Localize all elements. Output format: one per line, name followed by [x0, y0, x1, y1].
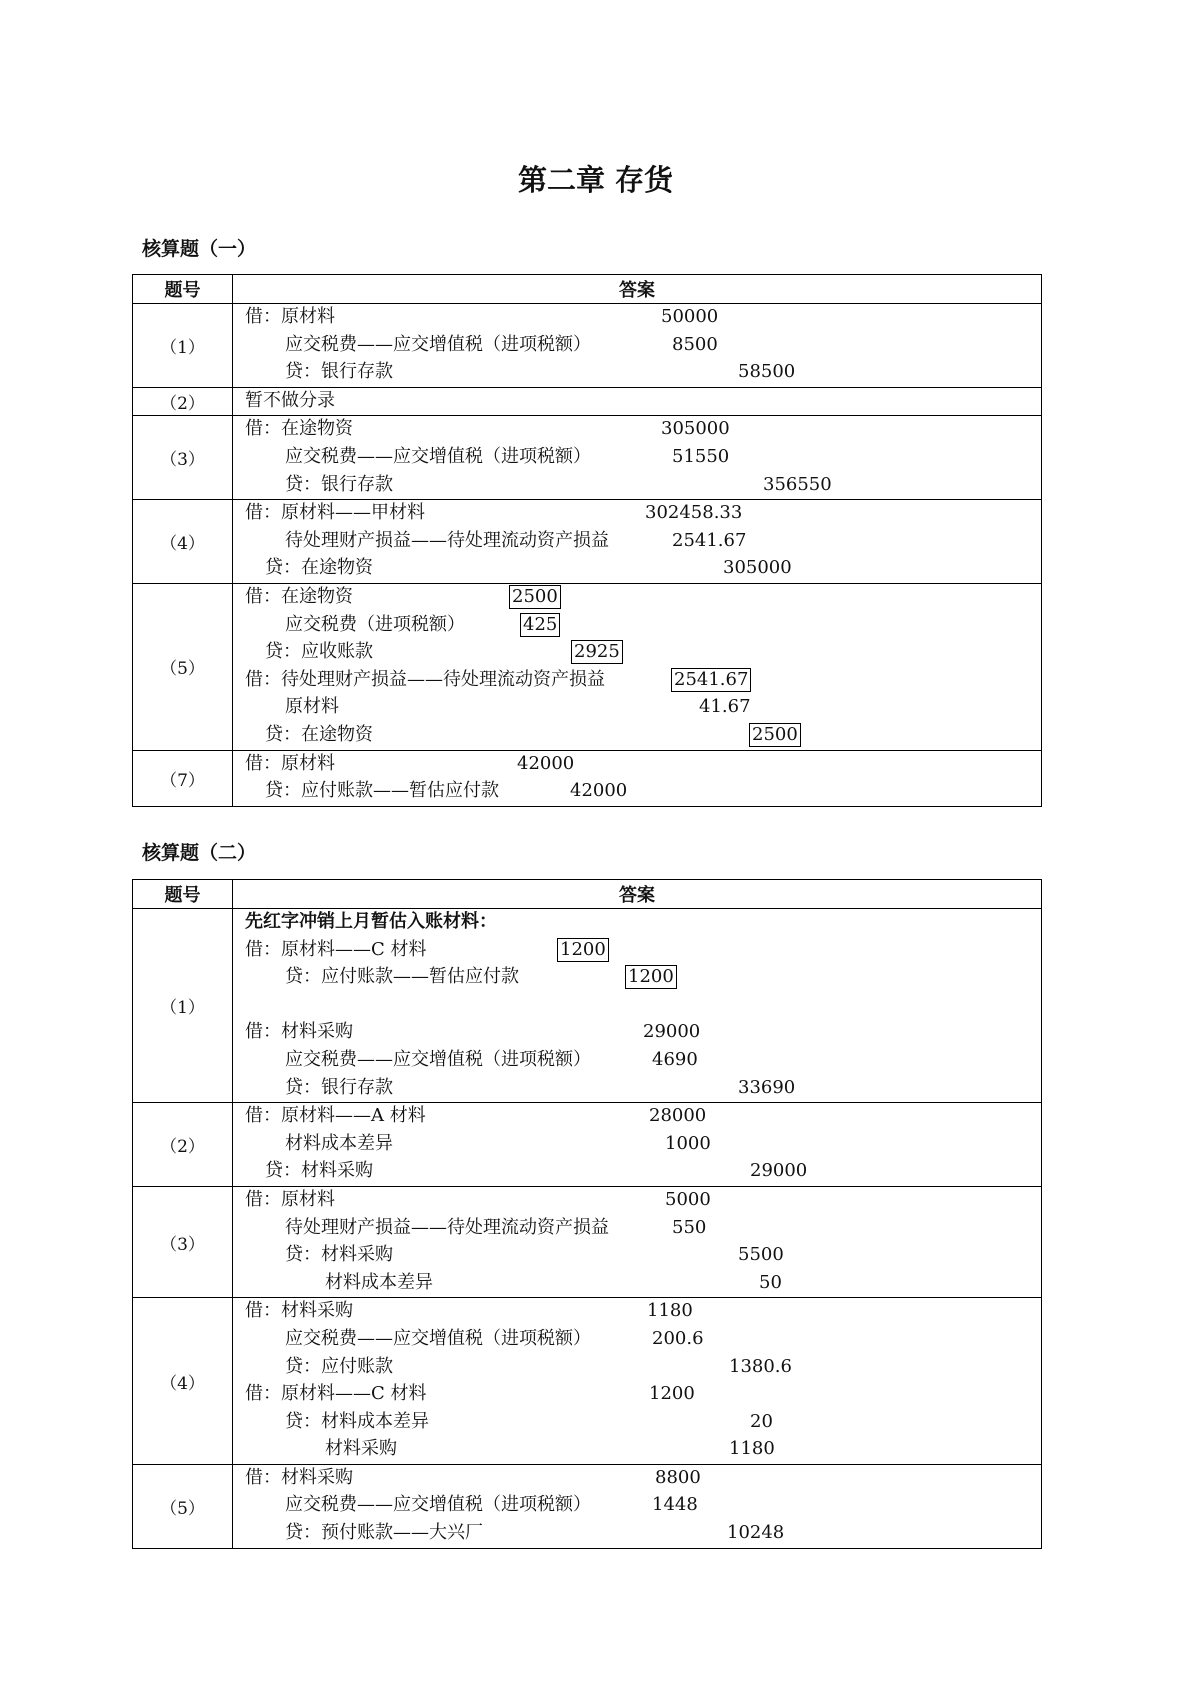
- account-text: 借：在途物资: [245, 418, 353, 440]
- entry-line: [233, 751, 1041, 779]
- account-text: 贷：预付账款——大兴厂: [285, 1522, 483, 1544]
- account-text: 暂不做分录: [245, 389, 335, 411]
- account-text: 借：原材料——甲材料: [245, 502, 425, 524]
- answer-row: [133, 583, 1042, 750]
- entry-line: [233, 612, 1041, 640]
- entry-line: [233, 1326, 1041, 1354]
- question-number: （5）: [133, 583, 233, 750]
- account-text: 借：材料采购: [245, 1300, 353, 1322]
- question-number: （4）: [133, 1298, 233, 1465]
- entry-line: [233, 964, 1041, 992]
- account-text: 贷：材料成本差异: [285, 1410, 429, 1432]
- account-text: 贷：在途物资: [265, 723, 373, 745]
- amount-value: 1200: [625, 965, 677, 989]
- answer-table-1: [132, 274, 1042, 807]
- entry-line: [233, 722, 1041, 750]
- amount-value: 200.6: [652, 1327, 704, 1349]
- amount-value: 50000: [661, 306, 719, 327]
- account-text: 应交税费——应交增值税（进项税额）: [285, 333, 591, 355]
- entry-line: [233, 1158, 1041, 1186]
- account-text: 贷：银行存款: [285, 473, 393, 495]
- entry-line: [233, 444, 1041, 472]
- account-text: 材料成本差异: [325, 1271, 433, 1293]
- amount-value: 28000: [649, 1105, 707, 1127]
- journal-entry: [233, 304, 1042, 388]
- entry-line: [233, 1187, 1041, 1215]
- amount-value: 42000: [570, 780, 628, 802]
- account-text: 材料成本差异: [285, 1132, 393, 1154]
- account-text: 原材料: [285, 696, 339, 718]
- account-text: 贷：应付账款——暂估应付款: [265, 780, 499, 802]
- entry-line: [233, 1215, 1041, 1243]
- answer-row: [133, 1103, 1042, 1187]
- journal-entry: [233, 500, 1042, 584]
- journal-entry: [233, 1464, 1042, 1548]
- entry-line: [233, 667, 1041, 695]
- amount-value: 58500: [738, 361, 796, 383]
- answer-table-2: [132, 879, 1042, 1549]
- entry-line: [233, 937, 1041, 965]
- entry-line: [233, 416, 1041, 444]
- amount-value: 1200: [557, 938, 609, 962]
- page-title: 第二章 存货: [517, 163, 674, 197]
- account-text: 应交税费——应交增值税（进项税额）: [285, 1327, 591, 1349]
- amount-value: 425: [520, 613, 560, 637]
- entry-line: [233, 992, 1041, 1020]
- entry-line: [233, 1354, 1041, 1382]
- question-number: （2）: [133, 387, 233, 416]
- question-number: （2）: [133, 1103, 233, 1187]
- amount-value: 29000: [750, 1160, 808, 1182]
- entry-line: [233, 778, 1041, 806]
- entry-line: [233, 1270, 1041, 1298]
- account-text: 借：原材料: [245, 1188, 335, 1210]
- answer-row: [133, 500, 1042, 584]
- account-text: 借：原材料: [245, 752, 335, 774]
- entry-line: [233, 359, 1041, 387]
- entry-line: [233, 1492, 1041, 1520]
- amount-value: 302458.33: [645, 502, 743, 524]
- amount-value: 356550: [763, 473, 832, 495]
- amount-value: 1000: [665, 1132, 711, 1154]
- account-text: 贷：应付账款: [285, 1355, 393, 1377]
- journal-entry: [233, 1186, 1042, 1297]
- amount-value: 1180: [729, 1438, 775, 1460]
- account-text: 待处理财产损益——待处理流动资产损益: [285, 1216, 609, 1238]
- question-number: （1）: [133, 304, 233, 388]
- amount-value: 2500: [749, 723, 801, 747]
- account-text: 借：原材料: [245, 306, 335, 327]
- account-text: 借：原材料——C 材料: [245, 938, 427, 960]
- account-text: 贷：材料采购: [265, 1160, 373, 1182]
- entry-line: [233, 304, 1041, 332]
- amount-value: 2541.67: [672, 529, 747, 551]
- account-text: 贷：银行存款: [285, 361, 393, 383]
- account-text: 借：在途物资: [245, 585, 353, 607]
- section-heading-2: 核算题（二）: [142, 842, 257, 864]
- account-text: 贷：银行存款: [285, 1076, 393, 1098]
- answer-row: [133, 387, 1042, 416]
- entry-line: [233, 694, 1041, 722]
- amount-value: 50: [759, 1271, 782, 1293]
- entry-line: [233, 1019, 1041, 1047]
- entry-line: [233, 332, 1041, 360]
- amount-value: 42000: [517, 752, 575, 774]
- amount-value: 305000: [661, 418, 730, 440]
- entry-line: [233, 388, 1041, 416]
- amount-value: 5500: [738, 1244, 784, 1266]
- journal-entry: [233, 583, 1042, 750]
- entry-line: [233, 555, 1041, 583]
- account-text: 待处理财产损益——待处理流动资产损益: [285, 529, 609, 551]
- journal-entry: [233, 416, 1042, 500]
- account-text: 借：材料采购: [245, 1021, 353, 1043]
- amount-value: 1180: [647, 1300, 693, 1322]
- amount-value: 20: [750, 1410, 773, 1432]
- entry-line: [233, 1465, 1041, 1493]
- amount-value: 1448: [652, 1494, 698, 1516]
- question-number: （5）: [133, 1464, 233, 1548]
- answer-row: [133, 1186, 1042, 1297]
- question-number: （3）: [133, 1186, 233, 1297]
- column-header-number: 题号: [133, 275, 233, 304]
- question-number: （3）: [133, 416, 233, 500]
- entry-line: [233, 472, 1041, 500]
- entry-line: [233, 528, 1041, 556]
- column-header-answer: 答案: [233, 275, 1042, 304]
- journal-entry: [233, 1103, 1042, 1187]
- question-number: （1）: [133, 909, 233, 1103]
- entry-line: [233, 1131, 1041, 1159]
- journal-entry: [233, 909, 1042, 1103]
- answer-row: [133, 909, 1042, 1103]
- account-text: 借：原材料——C 材料: [245, 1383, 427, 1405]
- account-text: 材料采购: [325, 1438, 397, 1460]
- amount-value: 2925: [571, 640, 623, 664]
- account-text: 应交税费——应交增值税（进项税额）: [285, 1494, 591, 1516]
- entry-line: [233, 1381, 1041, 1409]
- entry-line: [233, 1242, 1041, 1270]
- journal-entry: [233, 1298, 1042, 1465]
- account-text: 贷：材料采购: [285, 1244, 393, 1266]
- section-heading-1: 核算题（一）: [142, 238, 257, 260]
- entry-line: [233, 1520, 1041, 1548]
- amount-value: 1380.6: [729, 1355, 792, 1377]
- question-number: （7）: [133, 750, 233, 806]
- entry-line: [233, 639, 1041, 667]
- account-text: 先红字冲销上月暂估入账材料：: [245, 911, 497, 932]
- amount-value: 305000: [723, 557, 792, 579]
- question-number: （4）: [133, 500, 233, 584]
- answer-row: [133, 1298, 1042, 1465]
- amount-value: 5000: [665, 1188, 711, 1210]
- entry-line: [233, 909, 1041, 937]
- account-text: 贷：应收账款: [265, 641, 373, 663]
- amount-value: 10248: [727, 1522, 785, 1544]
- amount-value: 4690: [652, 1048, 698, 1070]
- answer-row: [133, 416, 1042, 500]
- account-text: 借：原材料——A 材料: [245, 1105, 426, 1127]
- entry-line: [233, 1075, 1041, 1103]
- account-text: 应交税费（进项税额）: [285, 613, 465, 635]
- account-text: 贷：应付账款——暂估应付款: [285, 966, 519, 988]
- amount-value: 8800: [655, 1466, 701, 1488]
- account-text: 借：材料采购: [245, 1466, 353, 1488]
- entry-line: [233, 1298, 1041, 1326]
- account-text: 贷：在途物资: [265, 557, 373, 579]
- account-text: 应交税费——应交增值税（进项税额）: [285, 1048, 591, 1070]
- amount-value: 2541.67: [671, 668, 751, 692]
- answer-row: [133, 1464, 1042, 1548]
- amount-value: 51550: [672, 445, 730, 467]
- entry-line: [233, 1103, 1041, 1131]
- journal-entry: [233, 387, 1042, 416]
- entry-line: [233, 1047, 1041, 1075]
- amount-value: 1200: [649, 1383, 695, 1405]
- entry-line: [233, 1409, 1041, 1437]
- amount-value: 2500: [509, 585, 561, 609]
- answer-row: [133, 750, 1042, 806]
- account-text: 借：待处理财产损益——待处理流动资产损益: [245, 668, 605, 690]
- account-text: 应交税费——应交增值税（进项税额）: [285, 445, 591, 467]
- amount-value: 29000: [643, 1021, 701, 1043]
- journal-entry: [233, 750, 1042, 806]
- amount-value: 33690: [738, 1076, 796, 1098]
- entry-line: [233, 584, 1041, 612]
- amount-value: 41.67: [699, 696, 751, 718]
- amount-value: 8500: [672, 333, 718, 355]
- amount-value: 550: [672, 1216, 707, 1238]
- answer-row: [133, 304, 1042, 388]
- column-header-answer: 答案: [233, 880, 1042, 909]
- entry-line: [233, 1436, 1041, 1464]
- entry-line: [233, 500, 1041, 528]
- column-header-number: 题号: [133, 880, 233, 909]
